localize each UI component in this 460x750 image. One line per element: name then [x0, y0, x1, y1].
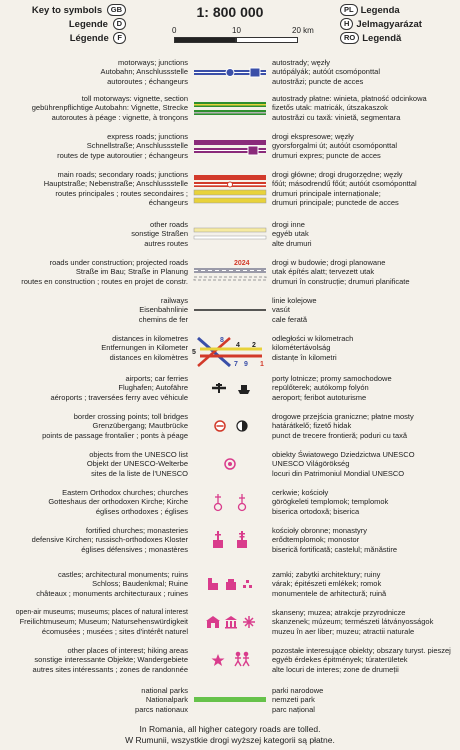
legend-label: monumentele de arhitectură; ruină [272, 588, 387, 598]
svg-text:4: 4 [236, 342, 240, 349]
legend-label: defensive Kirchen; russisch-orthodoxes Kloster [31, 535, 188, 545]
legend-label: linie kolejowe [272, 296, 317, 305]
legend-label: Hauptstraße; Nebenstraße; Anschlussstelle [43, 179, 188, 189]
legend-label: parki narodowe [272, 686, 324, 695]
legend-label: distanțe în kilometri [272, 352, 337, 362]
legend-label: görögkeleti templomok; templomok [272, 497, 389, 507]
legend-label: alte drumuri [272, 238, 312, 248]
scale-tick-10: 10 [232, 26, 241, 35]
unesco-icon [190, 450, 270, 478]
footer-line-pl: W Rumunii, wszystkie drogi wyższej kategorii są płatne. [125, 735, 335, 745]
legend-label: distances en kilomètres [109, 352, 188, 362]
legend-label: express roads; junctions [107, 132, 188, 141]
construction-road-icon [190, 258, 270, 286]
legend-label: autoroutes ; échangeurs [107, 76, 188, 86]
legend-label: sonstige interessante Objekte; Wandergebiete [34, 655, 188, 665]
orthodox-church-icon [215, 494, 222, 511]
legend-label: chemins de fer [138, 314, 188, 324]
motorway-icon [190, 58, 270, 86]
legend-label: muzeu în aer liber; muzeu; atractii naturale [272, 626, 415, 636]
legend-label: obiekty Światowego Dziedzictwa UNESCO [272, 450, 415, 459]
language-code-badge: GB [107, 4, 126, 16]
monument-icon [226, 579, 236, 590]
legend-label: other roads [150, 220, 188, 229]
border-crossing-icon [215, 421, 225, 431]
legend-labels-left [2, 488, 188, 516]
legend-label: routes principales ; routes secondaires ; [55, 188, 188, 198]
distance-icon [190, 334, 270, 370]
castles-icon [190, 570, 270, 598]
svg-text:7: 7 [234, 361, 238, 368]
lang-pl: PL Legenda [340, 4, 458, 18]
legend-label: drogi główne; drogi drugorzędne; węzły [272, 170, 403, 179]
legend-label: vasút [272, 305, 290, 315]
legend-labels-left [2, 374, 188, 402]
legend-label: écomusées ; musées ; sites d'intérêt naturel [41, 626, 188, 636]
legend-label: autoroutes à péage : vignette, à tronçons [51, 112, 188, 122]
legend-label: egyéb utak [272, 229, 309, 239]
legend-label: autópályák; autóút csomóponttal [272, 67, 380, 77]
legend-labels-left [2, 220, 188, 248]
legend-label: Freilichtmuseum; Museum; Natursehenswürdigkeit [19, 617, 188, 627]
legend-label: autres routes [144, 238, 188, 248]
church-icon [239, 494, 246, 511]
legend-label: points de passage frontalier ; ponts à péage [42, 430, 188, 440]
legend-label: sonstige Straßen [131, 229, 188, 239]
legend-header [0, 4, 460, 56]
legend-labels-left [2, 94, 188, 122]
legend-label: fizetős utak: matricák, útszakaszok [272, 103, 388, 113]
legend-label: UNESCO Világörökség [272, 459, 350, 469]
lang-f: Légende F [6, 32, 126, 46]
legend-labels-right [272, 570, 458, 598]
monasteries-icon [190, 526, 270, 554]
border-toll-icon [190, 412, 270, 440]
language-labels-right [340, 4, 458, 46]
legend-label: várak; épitészeti emlékek; romok [272, 579, 382, 589]
legend-labels-left [2, 170, 188, 207]
legend-labels-right [272, 334, 458, 362]
legend-label: gebührenpflichtige Autobahn: Vignette, Strecke [31, 103, 188, 113]
legend-labels-left [2, 608, 188, 636]
star-icon [212, 654, 225, 666]
legend-labels-right [272, 608, 458, 636]
legend-label: railways [160, 296, 188, 305]
main-roads-icon [190, 170, 270, 206]
national-park-icon [190, 686, 270, 714]
svg-text:1: 1 [260, 361, 264, 368]
legend-labels-right [272, 526, 458, 554]
lang-h: H Jelmagyarázat [340, 18, 458, 32]
legend-label: objects from the UNESCO list [89, 450, 188, 459]
legend-labels-right [272, 450, 458, 478]
scale-segment-dark [174, 37, 236, 43]
legend-label: autostrady płatne: winieta, płatność odcinkowa [272, 94, 427, 103]
legend-labels-left [2, 334, 188, 362]
legend-label: sites de la liste de l'UNESCO [91, 468, 188, 478]
legend-label: Eastern Orthodox churches; churches [62, 488, 188, 497]
legend-label: airports; car ferries [125, 374, 188, 383]
legend-label: Gotteshaus der orthodoxen Kirche; Kirche [48, 497, 188, 507]
legend-label: egyéb érdekes épitmények; túraterületek [272, 655, 408, 665]
open-air-museum-icon [206, 616, 220, 628]
legend-labels-left [2, 132, 188, 160]
legend-label: Schloss; Baudenkmal; Ruine [92, 579, 188, 589]
legend-label: drogi ekspresowe; węzły [272, 132, 354, 141]
legend-label: drumuri principale internaționale; [272, 188, 381, 198]
legend-labels-right [272, 258, 458, 286]
legend-label: parc național [272, 704, 315, 714]
legend-label: main roads; secondary roads; junctions [57, 170, 188, 179]
legend-labels-left [2, 58, 188, 86]
svg-text:5: 5 [192, 349, 196, 356]
legend-label: toll motorways: vignette, section [81, 94, 188, 103]
interest-hiking-icon [190, 646, 270, 674]
lang-gb: Key to symbols GB [6, 4, 126, 18]
railway-icon [190, 296, 270, 324]
footer-line-en: In Romania, all higher category roads are tolled. [139, 724, 321, 734]
scale-tick-0: 0 [172, 26, 177, 35]
legend-label: drogi w budowie; drogi planowane [272, 258, 386, 267]
language-code-badge: PL [340, 4, 358, 16]
ruin-icon [243, 580, 252, 588]
legend-label: églises défensives ; monastères [81, 544, 188, 554]
legend-label: odległości w kilometrach [272, 334, 354, 343]
legend-labels-right [272, 296, 458, 324]
natural-interest-icon [243, 616, 255, 628]
legend-label: motorways; junctions [117, 58, 188, 67]
language-code-badge: D [113, 18, 126, 30]
legend-label: cale ferată [272, 314, 308, 324]
legend-label: Entfernungen in Kilometer [101, 343, 188, 353]
legend-label: autostrăzi cu taxă: vinietă, segmentara [272, 112, 401, 122]
legend-label: kościoły obronne; monastyry [272, 526, 368, 535]
legend-label: drumuri în construcție; drumuri planificate [272, 276, 410, 286]
legend-label: roads under construction; projected roads [49, 258, 188, 267]
legend-label: national parks [141, 686, 188, 695]
legend-label: főút; másodrendű főút; autóút csomóponttal [272, 179, 417, 189]
legend-label: Flughafen; Autofähre [118, 383, 188, 393]
monastery-icon [237, 531, 247, 548]
legend-label: Objekt der UNESCO-Welterbe [86, 459, 188, 469]
legend-label: porty lotnicze; promy samochodowe [272, 374, 392, 383]
legend-labels-right [272, 488, 458, 516]
legend-label: drogi inne [272, 220, 305, 229]
legend-labels-left [2, 686, 188, 714]
svg-text:9: 9 [244, 361, 248, 368]
construction-year: 2024 [234, 260, 250, 267]
ferry-icon [238, 385, 250, 394]
legend-labels-right [272, 58, 458, 86]
airport-ferry-icon [190, 374, 270, 402]
legend-label: castles; architectural monuments; ruins [57, 570, 188, 579]
legend-label: other places of interest; hiking areas [67, 646, 188, 655]
legend-label: autres sites intéressants ; zones de randonnée [32, 664, 188, 674]
scale-bar [170, 26, 335, 50]
legend-label: biserica ortodoxă; biserica [272, 506, 360, 516]
legend-label: aéroports ; traversées ferry avec véhicule [50, 392, 188, 402]
legend-label: Nationalpark [145, 695, 188, 705]
legend-label: cerkwie; kościoły [272, 488, 329, 497]
legend-label: routes de type autoroutier ; échangeurs [57, 150, 188, 160]
legend-labels-right [272, 412, 458, 440]
museums-icon [190, 608, 270, 636]
legend-label: skanseny; muzea; atrakcje przyrodnicze [272, 608, 406, 617]
language-code-badge: F [113, 32, 126, 44]
other-roads-icon [190, 220, 270, 248]
legend-labels-left [2, 296, 188, 324]
legend-label: pozostałe interesujące obiekty; obszary turyst. pieszej [272, 646, 451, 655]
legend-label: border crossing points; toll bridges [73, 412, 188, 421]
legend-labels-left [2, 412, 188, 440]
legend-label: Autobahn; Anschlussstelle [100, 67, 188, 77]
legend-labels-right [272, 220, 458, 248]
legend-label: zamki; zabytki architektury; ruiny [272, 570, 381, 579]
language-code-badge: H [340, 18, 353, 30]
toll-motorway-icon [190, 94, 270, 122]
legend-label: Schnellstraße; Anschlussstelle [86, 141, 188, 151]
legend-label: drogowe przejścia graniczne; płatne mosty [272, 412, 414, 421]
legend-label: distances in kilometres [112, 334, 188, 343]
legend-labels-right [272, 170, 458, 207]
legend-labels-right [272, 374, 458, 402]
legend-labels-left [2, 646, 188, 674]
legend-label: châteaux ; monuments architecturaux ; ruines [36, 588, 188, 598]
legend-label: nemzeti park [272, 695, 315, 705]
legend-label: parcs nationaux [135, 704, 188, 714]
legend-label: autostrady; węzły [272, 58, 330, 67]
legend-label: határátkelő; fizető hidak [272, 421, 352, 431]
legend-label: skanzenek; múzeum; természeti látványosságok [272, 617, 434, 627]
legend-labels-right [272, 646, 458, 674]
legend-label: autostrăzi; puncte de acces [272, 76, 364, 86]
legend-labels-right [272, 686, 458, 714]
legend-labels-left [2, 570, 188, 598]
legend-label: fortified churches; monasteries [85, 526, 188, 535]
legend-label: Grenzübergang; Mautbrücke [92, 421, 188, 431]
legend-label: punct de trecere frontieră; poduri cu taxă [272, 430, 408, 440]
lang-ro: RO Legendă [340, 32, 458, 46]
scale-ratio: 1: 800 000 [196, 4, 264, 20]
legend-label: biserică fortificată; castelul; mănăstire [272, 544, 398, 554]
legend-labels-left [2, 526, 188, 554]
legend-label: open-air museums; museums; places of natural interest [15, 609, 188, 616]
svg-text:8: 8 [220, 337, 224, 344]
legend-label: églises orthodoxes ; églises [95, 506, 188, 516]
museum-icon [225, 616, 237, 629]
legend-labels-left [2, 450, 188, 478]
legend-labels-right [272, 132, 458, 160]
legend-label: erődtemplomok; monostor [272, 535, 360, 545]
lang-d: Legende D [6, 18, 126, 32]
legend-label: locuri din Patrimoniul Mondial UNESCO [272, 468, 405, 478]
legend-label: drumuri expres; puncte de acces [272, 150, 381, 160]
language-labels-left [6, 4, 126, 46]
legend-label: kilométertávolság [272, 343, 331, 353]
legend-label: gyorsforgalmi út; autóút csomóponttal [272, 141, 398, 151]
legend-labels-right [272, 94, 458, 122]
language-code-badge: RO [340, 32, 359, 44]
churches-icon [190, 488, 270, 516]
footer-note [0, 724, 460, 746]
legend-label: Straße im Bau; Straße in Planung [75, 267, 188, 277]
toll-bridge-icon [237, 421, 247, 431]
airplane-icon [212, 383, 226, 393]
legend-label: drumuri principale; punctede de acces [272, 197, 399, 207]
svg-text:2: 2 [252, 342, 256, 349]
legend-label: routes en construction ; routes en projet de constr. [21, 276, 188, 286]
legend-label: aeroport; feribot autoturisme [272, 392, 367, 402]
legend-label: repülőterek; autókomp folyón [272, 383, 369, 393]
legend-label: échangeurs [148, 197, 188, 207]
castle-icon [208, 578, 218, 590]
scale-tick-20: 20 km [292, 26, 314, 35]
legend-label: utak építés alatt; tervezett utak [272, 267, 375, 277]
express-road-icon [190, 132, 270, 160]
fortified-church-icon [213, 531, 223, 548]
scale-segment-light [236, 37, 298, 43]
legend-label: alte locuri de interes; zone de drumeții [272, 664, 399, 674]
hiking-icon [235, 652, 249, 666]
legend-labels-left [2, 258, 188, 286]
legend-label: Eisenbahnlinie [139, 305, 188, 315]
